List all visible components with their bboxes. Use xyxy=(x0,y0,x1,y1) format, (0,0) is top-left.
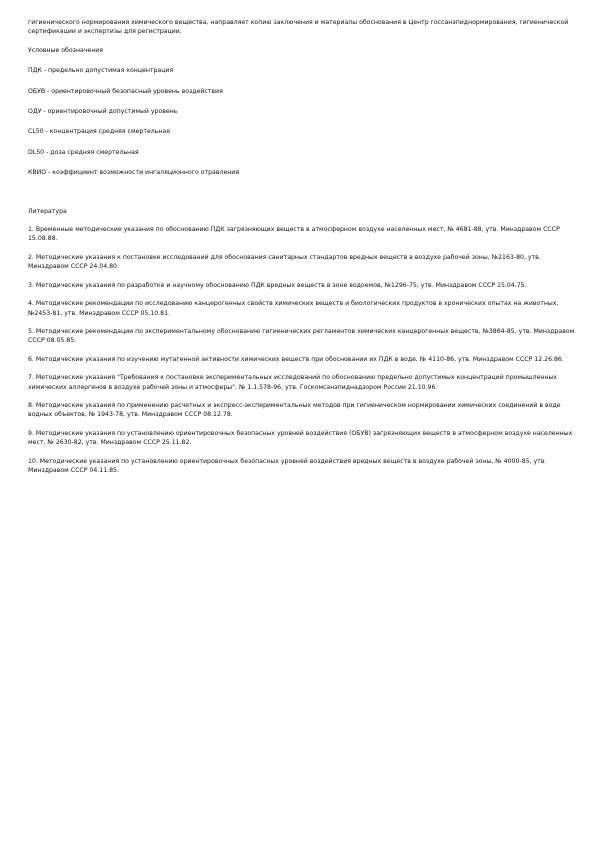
legend-item-obuv: ОБУВ - ориентировочный безопасный уровень воздействия xyxy=(28,87,223,95)
legend-item-pdk: ПДК - предельно допустимая концентрация xyxy=(28,67,174,75)
literature-item-2: 2. Методические указания к постановке исследований для обоснования санитарных стандартов вредных веществ в воздухе рабочей зоны, №2163-80, утв. Минздравом СССР 24.04.80. xyxy=(28,253,541,271)
legend-item-kvio: КВИО - коэффициент возможности ингаляционного отравления xyxy=(28,169,240,177)
literature-item-9: 9. Методические указания по установлению ориентировочных безопасных уровней воздействия (ОБУВ) загрязняющих веществ в атмосферном воздухе населенных мест, № 2630-82, утв. Минздравом СССР 25.11.82. xyxy=(28,429,573,447)
legend-item-dl50: DL50 - доза средняя смертельная xyxy=(28,148,139,156)
literature-item-7: 7. Методические указания "Требования к постановке экспериментальных исследований по обоснованию предельно допустимых концентраций промышленных химических аллергенов в воздухе рабочей зоны и атмосферы", № 1.1.578-96, утв. Госкомсанэпиднадзором России 21.10.96. xyxy=(28,374,558,391)
intro-paragraph: гигиенического нормирования химического вещества, направляет копию заключения и материалы обоснования в Центр госсанэпиднормирования, гигиенической сертификации и экспертизы для регистрации. xyxy=(28,19,569,36)
document-page xyxy=(28,18,576,475)
legend-item-odu: ОДУ - ориентировочный допустимый уровень xyxy=(28,108,178,116)
literature-item-6: 6. Методические указания по изучению мутагенной активности химических веществ при обосновании их ПДК в воде, № 4110-86, утв. Минздравом СССР 12.26.86. xyxy=(28,355,564,363)
literature-heading: Литература xyxy=(28,207,67,215)
literature-item-10: 10. Методические указания по установлению ориентировочных безопасных уровней воздействия вредных веществ в воздухе рабочей зоны, № 4000-85, утв. Минздравом СССР 04.11.85. xyxy=(28,457,547,474)
legend-item-cl50: CL50 - концентрация средняя смертельная xyxy=(28,128,170,136)
literature-item-4: 4. Методические рекомендации по исследованию канцерогенных свойств химических веществ и биологических продуктов в хронических опытах на животных, №2453-81, утв. Минздравом СССР 05.10.81. xyxy=(28,300,559,317)
literature-item-1: 1. Временные методические указания по обоснованию ПДК загрязняющих веществ в атмосферном воздухе населенных мест, № 4681-88, утв. Минздравом СССР 15.08.88. xyxy=(28,226,560,243)
literature-item-3: 3. Методические указания по разработке и научному обоснованию ПДК вредных веществ в зоне водоемов, №1296-75, утв. Минздравом СССР 15.04.75. xyxy=(28,281,527,289)
literature-item-5: 5. Методические рекомендации по экспериментальному обоснованию гигиенических регламентов химических канцерогенных веществ, №3864-85, утв. Минздравом СССР 08.05.85. xyxy=(28,327,575,345)
literature-item-8: 8. Методические указания по применению расчетных и экспресс-экспериментальных методов при гигиеническом нормировании химических соединений в воде водных объектов, № 1943-78, утв. Минздравом СССР 08.12.78. xyxy=(28,401,561,419)
legend-heading: Условные обозначения xyxy=(28,46,104,54)
